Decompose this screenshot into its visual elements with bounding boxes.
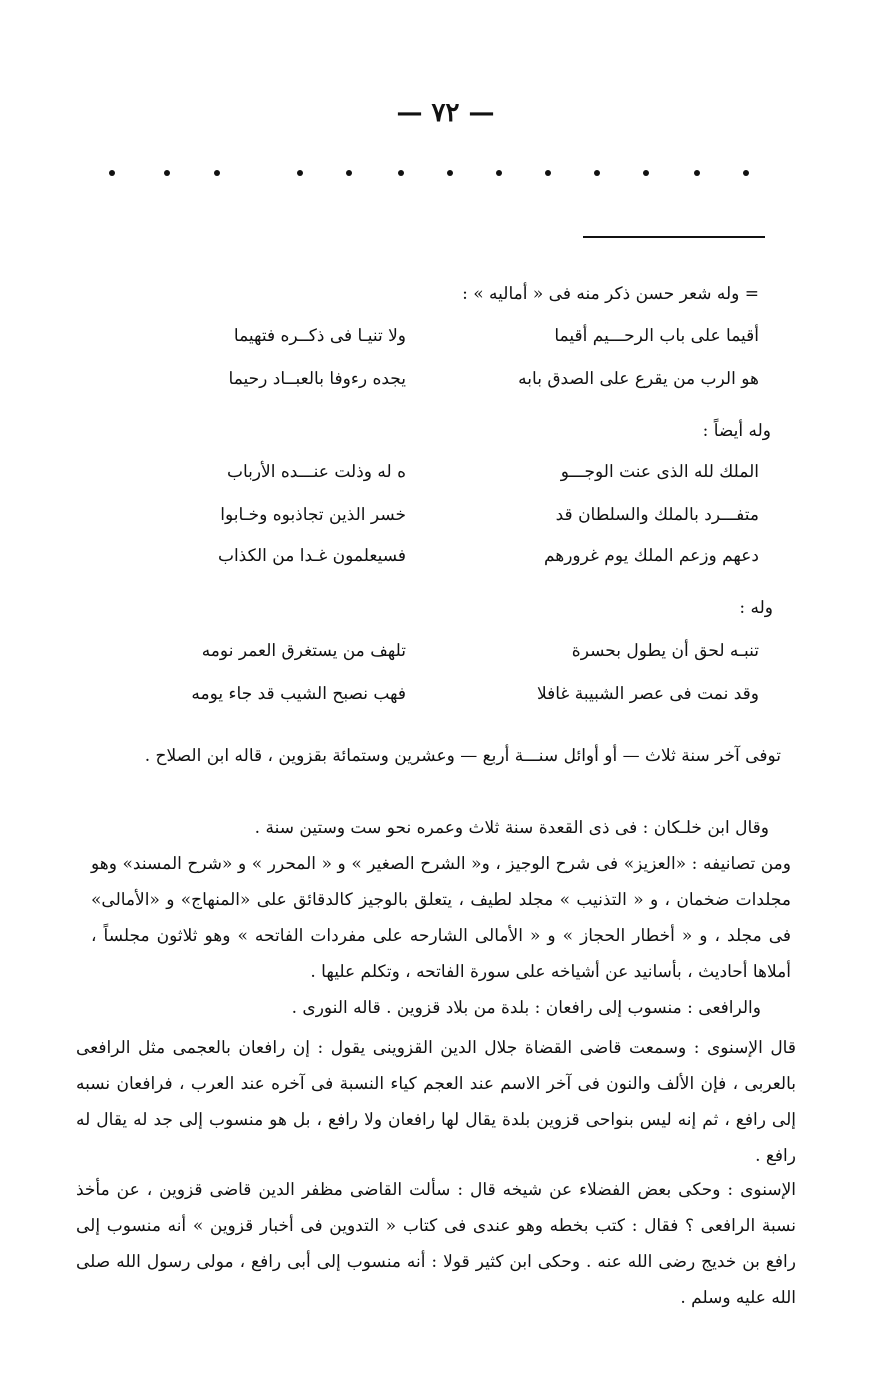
verse-second-hemistich: ه له وذلت عنـــده الأرباب bbox=[226, 462, 406, 482]
verse-second-hemistich: فسيعلمون غـدا من الكذاب bbox=[217, 546, 406, 566]
verse-second-hemistich: فهب نصبح الشيب قد جاء يومه bbox=[191, 684, 406, 704]
verse-first-hemistich: تنبـه لحق أن يطول بحسرة bbox=[571, 641, 759, 661]
separator-dot bbox=[346, 170, 352, 176]
separator-dot bbox=[496, 170, 502, 176]
verse-second-hemistich: ولا تنيـا فى ذكــره فتهيما bbox=[233, 326, 406, 346]
page-number: — ٧٢ — bbox=[396, 98, 495, 128]
separator-dot bbox=[545, 170, 551, 176]
prose-paragraph: توفى آخر سنة ثلاث — أو أوائل سنـــة أربع — وعشرين وستمائة بقزوين ، قاله ابن الصلاح . bbox=[144, 746, 781, 766]
verse-first-hemistich: هو الرب من يقرع على الصدق بابه bbox=[518, 369, 759, 389]
prose-paragraph: الإسنوى : وحكى بعض الفضلاء عن شيخه قال : سألت القاضى مظفر الدين قاضى قزوين ، عن مأخذ نسبة الرافعى ؟ فقال : كتب بخطه وهو عندى فى كتاب « التدوين فى أخبار قزوين » أنه منسوب إلى رافع بن خديج رضى الله عنه . وحكى ابن كثير قولا : أنه منسوب إلى أبى رافع ، مولى رسول الله صلى الله عليه وسلم . bbox=[76, 1180, 796, 1308]
poem-verse bbox=[0, 505, 891, 535]
separator-dot bbox=[643, 170, 649, 176]
prose-paragraph: ومن تصانيفه : «العزيز» فى شرح الوجيز ، و« الشرح الصغير » و « المحرر » و «شرح المسند» وهو مجلدات ضخمان ، و « التذنيب » مجلد لطيف ، يتعلق بالوجيز كالدقائق على «المنهاج» و «الأمالى» فى مجلد ، و « أخطار الحجاز » و « الأمالى الشارحه على مفردات الفاتحه » وهو ثلاثون مجلساً ، أملاها أحاديث ، بأسانيد عن أشياخه على سورة الفاتحه ، وتكلم عليها . bbox=[91, 854, 791, 982]
separator-dot bbox=[594, 170, 600, 176]
verse-second-hemistich: يجده رءوفا بالعبــاد رحيما bbox=[228, 369, 406, 389]
prose-paragraph: والرافعى : منسوب إلى رافعان : بلدة من بلاد قزوين . قاله النورى . bbox=[291, 998, 761, 1018]
verse-second-hemistich: خسر الذين تجاذبوه وخـابوا bbox=[220, 505, 406, 525]
verse-first-hemistich: وقد نمت فى عصر الشبيبة غافلا bbox=[536, 684, 759, 704]
dot-separator bbox=[0, 170, 891, 190]
verse-first-hemistich: الملك لله الذى عنت الوجـــو bbox=[560, 462, 759, 482]
separator-dot bbox=[109, 170, 115, 176]
poem-verse bbox=[0, 546, 891, 576]
poem-intro: وله : bbox=[739, 598, 773, 618]
poem-verse bbox=[0, 641, 891, 671]
separator-dot bbox=[447, 170, 453, 176]
verse-first-hemistich: دعهم وزعم الملك يوم غرورهم bbox=[543, 546, 759, 566]
horizontal-rule bbox=[583, 236, 765, 238]
separator-dot bbox=[694, 170, 700, 176]
poem-verse bbox=[0, 462, 891, 492]
separator-dot bbox=[214, 170, 220, 176]
poem-verse bbox=[0, 684, 891, 714]
prose-paragraph: قال الإسنوى : وسمعت قاضى القضاة جلال الدين القزوينى يقول : إن رافعان بالعجمى مثل الرافعى بالعربى ، فإن الألف والنون فى آخر الاسم عند العجم كياء النسبة فى آخره عند العرب ، فرافعان نسبه إلى رافع ، ثم إنه ليس بنواحى قزوين بلدة يقال لها رافعان ولا رافع ، بل هو منسوب إلى جد له يقال له رافع . bbox=[76, 1038, 796, 1166]
separator-dot bbox=[297, 170, 303, 176]
verse-second-hemistich: تلهف من يستغرق العمر نومه bbox=[201, 641, 406, 661]
poem-intro: = وله شعر حسن ذكر منه فى « أماليه » : bbox=[462, 284, 759, 304]
separator-dot bbox=[164, 170, 170, 176]
verse-first-hemistich: متفـــرد بالملك والسلطان قد bbox=[555, 505, 759, 525]
verse-first-hemistich: أقيما على باب الرحـــيم أقيما bbox=[554, 326, 759, 346]
separator-dot bbox=[743, 170, 749, 176]
poem-verse bbox=[0, 326, 891, 356]
poem-intro: وله أيضاً : bbox=[702, 421, 771, 441]
separator-dot bbox=[398, 170, 404, 176]
poem-verse bbox=[0, 369, 891, 399]
prose-paragraph: وقال ابن خلـكان : فى ذى القعدة سنة ثلاث وعمره نحو ست وستين سنة . bbox=[254, 818, 769, 838]
